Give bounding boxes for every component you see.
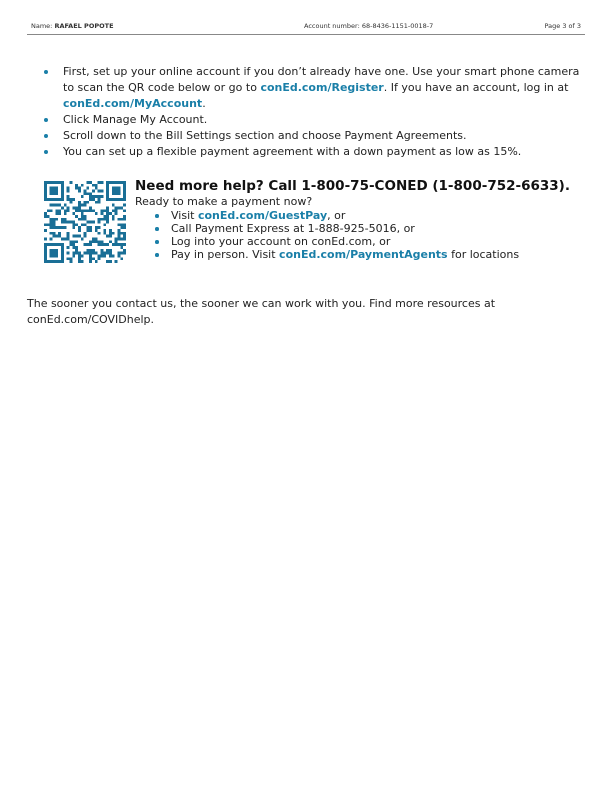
qr-code-icon[interactable] [44,181,126,263]
payment-agents-link[interactable]: conEd.com/PaymentAgents [279,248,448,261]
list-item: Call Payment Express at 1-888-925-5016, or [135,222,595,235]
step-text: . If you have an account, log in at [383,81,569,94]
help-title: Need more help? Call 1-800-75-CONED (1-800-752-6633). [135,178,570,194]
page-number: Page 3 of 3 [544,22,581,30]
bullet-icon [44,118,48,122]
bullet-icon [155,227,159,231]
bullet-icon [44,134,48,138]
step-text: Click Manage My Account. [63,113,208,126]
my-account-link[interactable]: conEd.com/MyAccount [63,97,203,110]
bullet-icon [155,253,159,257]
guest-pay-link[interactable]: conEd.com/GuestPay [197,209,328,222]
step-text: First, set up your online account if you don’t already have one. Use your smart phone camera to scan the QR code below or go to [63,65,580,94]
step-item [44,112,589,128]
account-number: Account number: 68-8436-1151-0018-7 [304,22,434,30]
customer-name: Name: RAFAEL POPOTE [31,22,114,30]
help-subtitle: Ready to make a payment now? [135,195,313,208]
bullet-icon [155,214,159,218]
list-item: Log into your account on conEd.com, or [135,235,595,248]
payment-options [135,209,595,261]
bullet-icon [44,150,48,154]
step-text: . [202,97,206,110]
step-text: Scroll down to the Bill Settings section and choose Payment Agreements. [63,129,467,142]
step-text: You can set up a flexible payment agreement with a down payment as low as 15%. [63,145,522,158]
instruction-steps [44,64,589,160]
step-item [44,128,589,144]
help-section [135,178,595,261]
register-link[interactable]: conEd.com/Register [260,81,384,94]
step-item [44,144,589,160]
page-header [27,21,585,35]
bullet-icon [44,70,48,74]
bullet-icon [155,240,159,244]
step-item [44,64,589,112]
list-item: Visit conEd.com/GuestPay, or [135,209,595,222]
closing-paragraph: The sooner you contact us, the sooner we can work with you. Find more resources at conEd.com/COVIDhelp. [27,297,496,326]
list-item: Pay in person. Visit conEd.com/PaymentAgents for locations [135,248,595,261]
